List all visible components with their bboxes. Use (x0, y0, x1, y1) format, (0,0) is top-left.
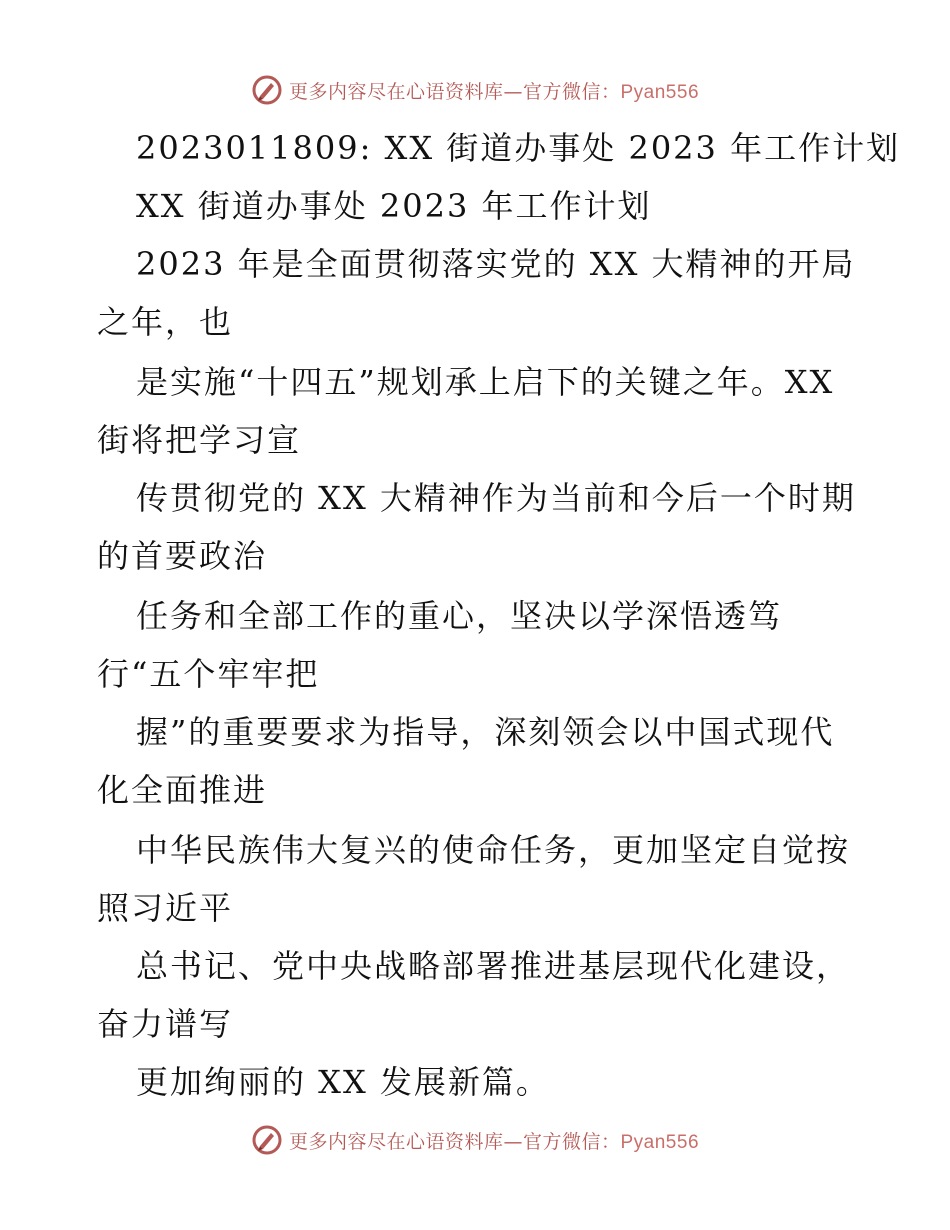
doc-line: 2023 年是全面贯彻落实党的 XX 大精神的开局 (136, 245, 856, 283)
header-watermark (0, 70, 950, 110)
doc-line: 奋力谱写 (97, 1005, 234, 1043)
watermark-dash: — (503, 1130, 523, 1153)
doc-line: 街将把学习宣 (97, 421, 302, 459)
watermark-wechat-label: 官方微信： (522, 1130, 621, 1153)
doc-line: 照习近平 (97, 889, 234, 927)
doc-line: 之年，也 (97, 303, 234, 341)
doc-line: 行“五个牢牢把 (97, 655, 320, 693)
doc-line: XX 街道办事处 2023 年工作计划 (136, 187, 652, 225)
watermark-wechat-label: 官方微信： (522, 80, 621, 103)
doc-line: 2023011809: XX 街道办事处 2023 年工作计划 (136, 129, 901, 167)
doc-line: 总书记、党中央战略部署推进基层现代化建设， (136, 947, 851, 985)
watermark-dash: — (503, 80, 523, 103)
doc-line: 握”的重要要求为指导，深刻领会以中国式现代 (136, 713, 835, 751)
footer-watermark (0, 1120, 950, 1160)
watermark-wechat-id: Pyan556 (620, 81, 700, 103)
doc-line: 传贯彻党的 XX 大精神作为当前和今后一个时期 (136, 479, 856, 517)
doc-line: 化全面推进 (97, 771, 268, 809)
watermark-text (289, 1127, 699, 1154)
watermark-text (289, 77, 699, 104)
doc-line: 任务和全部工作的重心，坚决以学深悟透笃 (136, 597, 783, 635)
doc-line: 更加绚丽的 XX 发展新篇。 (136, 1063, 550, 1101)
doc-line: 是实施“十四五”规划承上启下的关键之年。XX (136, 363, 835, 401)
watermark-site-name: 更多内容尽在心语资料库 (288, 80, 504, 103)
pen-circle-logo-icon (251, 74, 283, 106)
pen-circle-logo-icon (251, 1124, 283, 1156)
doc-line: 的首要政治 (97, 537, 268, 575)
watermark-wechat-id: Pyan556 (620, 1131, 700, 1153)
watermark-site-name: 更多内容尽在心语资料库 (288, 1130, 504, 1153)
doc-line: 中华民族伟大复兴的使命任务，更加坚定自觉按 (136, 831, 851, 869)
